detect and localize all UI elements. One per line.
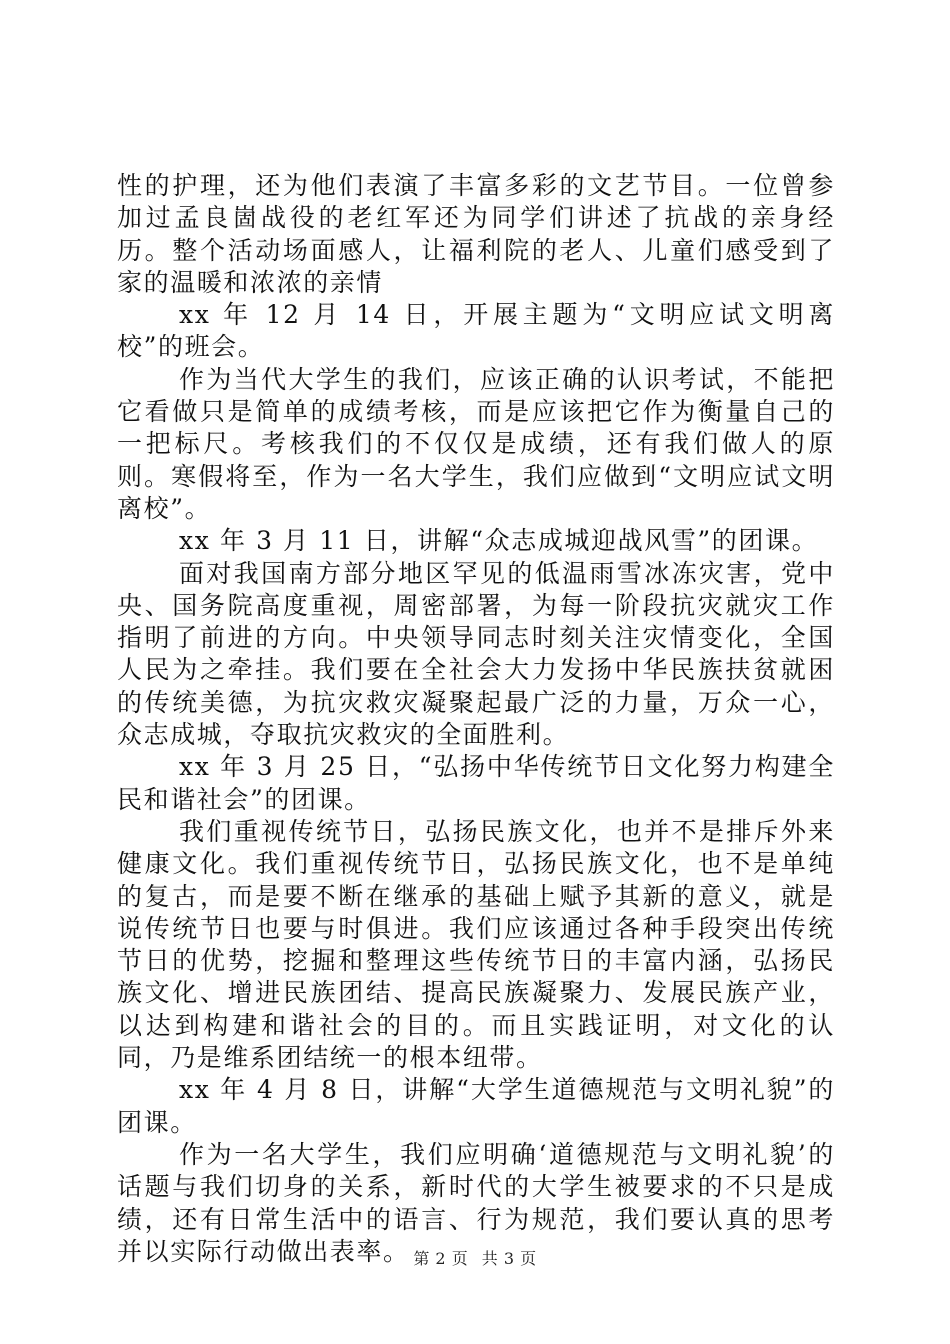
paragraph-continuation: 性的护理，还为他们表演了丰富多彩的文艺节目。一位曾参加过孟良崮战役的老红军还为同学们讲述了抗战的亲身经历。整个活动场面感人，让福利院的老人、儿童们感受到了家的温暖和浓浓的亲情 <box>117 171 835 297</box>
event-dateline: xx 年 4 月 8 日，讲解“大学生道德规范与文明礼貌”的团课。 <box>117 1075 835 1137</box>
page-footer <box>0 1246 950 1269</box>
event-dateline: xx 年 3 月 25 日，“弘扬中华传统节日文化努力构建全民和谐社会”的团课。 <box>117 752 835 814</box>
event-paragraph: 面对我国南方部分地区罕见的低温雨雪冰冻灾害，党中央、国务院高度重视，周密部署，为每一阶段抗灾就灾工作指明了前进的方向。中央领导同志时刻关注灾情变化，全国人民为之牵挂。我们要在全社会大力发扬中华民族扶贫就困的传统美德，为抗灾救灾凝聚起最广泛的力量，万众一心，众志成城，夺取抗灾救灾的全面胜利。 <box>117 558 835 750</box>
event-paragraph: 作为当代大学生的我们，应该正确的认识考试，不能把它看做只是简单的成绩考核，而是应该把它作为衡量自己的一把标尺。考核我们的不仅仅是成绩，还有我们做人的原则。寒假将至，作为一名大学生，我们应做到“文明应试文明离校”。 <box>117 364 835 523</box>
page-total: 共 3 页 <box>481 1249 537 1268</box>
event-dateline: xx 年 3 月 11 日，讲解“众志成城迎战风雪”的团课。 <box>179 526 819 556</box>
event-paragraph: 作为一名大学生，我们应明确‘道德规范与文明礼貌’的话题与我们切身的关系，新时代的大学生被要求的不只是成绩，还有日常生活中的语言、行为规范，我们要认真的思考并以实际行动做出表率。 <box>117 1139 835 1266</box>
event-paragraph: 我们重视传统节日，弘扬民族文化，也并不是排斥外来健康文化。我们重视传统节日，弘扬民族文化，也不是单纯的复古，而是要不断在继承的基础上赋予其新的意义，就是说传统节日也要与时俱进。我们应该通过各种手段突出传统节日的优势，挖掘和整理这些传统节日的丰富内涵，弘扬民族文化、增进民族团结、提高民族凝聚力、发展民族产业，以达到构建和谐社会的目的。而且实践证明，对文化的认同，乃是维系团结统一的根本纽带。 <box>117 816 835 1073</box>
document-body <box>117 170 835 1268</box>
page-number: 第 2 页 <box>413 1249 469 1268</box>
event-dateline: xx 年 12 月 14 日，开展主题为“文明应试文明离校”的班会。 <box>117 300 835 362</box>
